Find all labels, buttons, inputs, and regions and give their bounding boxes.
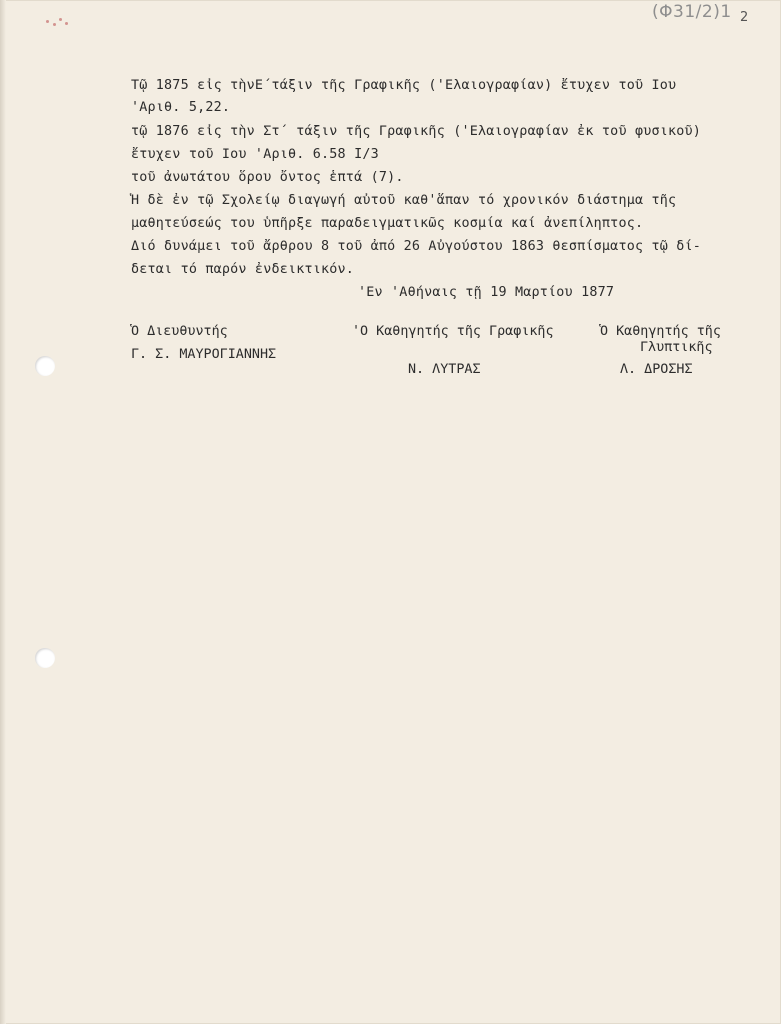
body-line: δεται τό παρόν ἐνδεικτικόν. (131, 262, 355, 277)
page-edge-shadow (0, 0, 6, 1024)
painting-professor-title: 'Ο Καθηγητής τῆς Γραφικῆς (352, 324, 554, 339)
page-number: 2 (740, 10, 749, 25)
body-line: Τῷ 1875 εἰς τὴνΕ΄τάξιν τῆς Γραφικῆς ('Ελαιογραφίαν) ἔτυχεν τοῦ Ιου (131, 78, 677, 93)
painting-professor-name: Ν. ΛΥΤΡΑΣ (408, 362, 481, 377)
director-title: Ὁ Διευθυντής (131, 324, 228, 339)
body-line: Διό δυνάμει τοῦ ἄρθρου 8 τοῦ ἀπό 26 Αὐγούστου 1863 θεσπίσματος τῷ δί- (131, 239, 702, 254)
sculpture-professor-name: Λ. ΔΡΟΣΗΣ (620, 362, 693, 377)
sculpture-professor-title-line2: Γλυπτικῆς (640, 340, 713, 355)
body-line: μαθητεύσεώς του ὑπῆρξε παραδειγματικῶς κοσμία καί ἀνεπίληπτος. (131, 216, 644, 231)
director-name: Γ. Σ. ΜΑΥΡΟΓΙΑΝΝΗΣ (131, 347, 277, 362)
body-line: τοῦ ἀνωτάτου ὅρου ὄντος ἑπτά (7). (131, 170, 404, 185)
body-line: Ἡ δὲ ἐν τῷ Σχολείῳ διαγωγή αὐτοῦ καθ'ἅπαν τό χρονικόν διάστημα τῆς (131, 193, 677, 208)
body-line: ἔτυχεν τοῦ Ιου 'Αριθ. 6.58 I/3 (131, 147, 379, 162)
sculpture-professor-title: Ὁ Καθηγητής τῆς (600, 324, 721, 339)
punch-hole-top (35, 356, 55, 376)
punch-hole-bottom (35, 648, 55, 668)
ink-specks (44, 14, 74, 34)
date-line: 'Εν 'Αθήναις τῇ 19 Μαρτίου 1877 (358, 285, 615, 300)
body-line: 'Αριθ. 5,22. (131, 100, 231, 115)
archive-reference: (Φ31/2)1 (652, 2, 732, 22)
body-line: τῷ 1876 εἰς τὴν Στ΄ τάξιν τῆς Γραφικῆς ('Ελαιογραφίαν ἐκ τοῦ φυσικοῦ) (131, 124, 702, 139)
